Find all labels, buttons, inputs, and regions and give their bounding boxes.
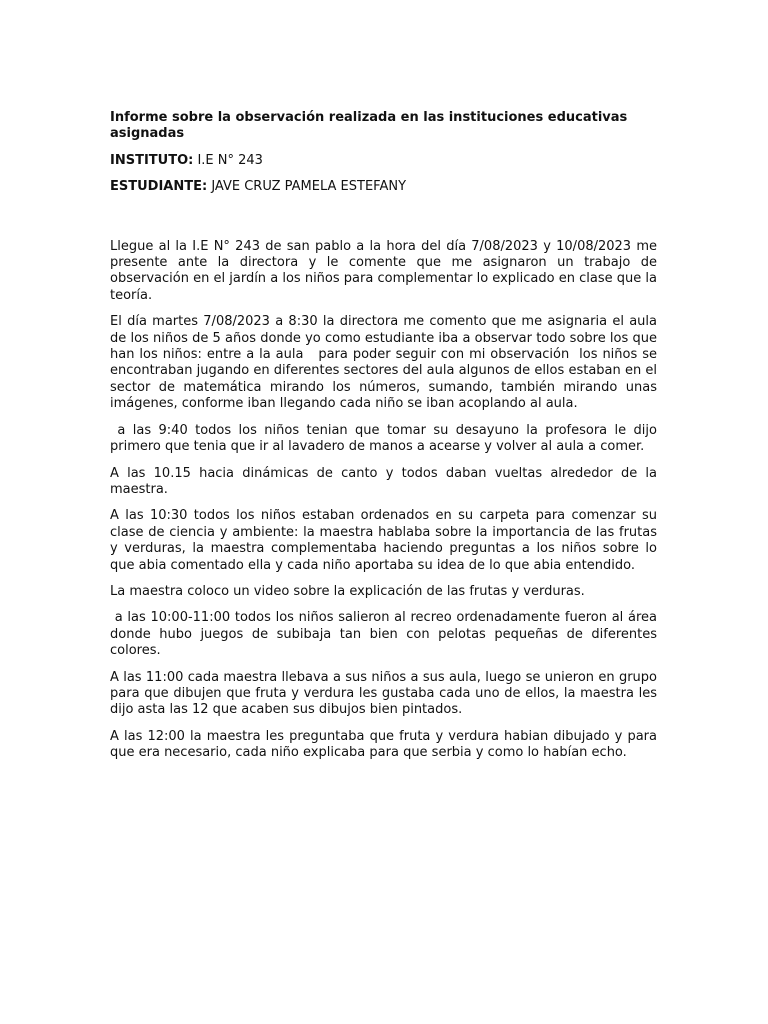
paragraph: A las 11:00 cada maestra llebava a sus niños a sus aula, luego se unieron en grupo para que dibujen que fruta y verdura les gustaba cada uno de ellos, la maestra les dijo asta las 12 que acaben sus dibujos bien pintados. bbox=[110, 669, 662, 718]
estudiante-value: JAVE CRUZ PAMELA ESTEFANY bbox=[207, 179, 407, 195]
instituto-value: I.E N° 243 bbox=[193, 152, 263, 168]
paragraph: A las 10:30 todos los niños estaban ordenados en su carpeta para comenzar su clase de ciencia y ambiente: la maestra hablaba sobre la importancia de las frutas y verduras, la maestra complementaba haciendo preguntas a los niños sobre lo que abia comentado ella y cada niño aportaba su idea de lo que abia entendido. bbox=[110, 508, 662, 573]
paragraph: A las 12:00 la maestra les preguntaba que fruta y verdura habian dibujado y para que era necesario, cada niño explicaba para que serbia y como lo habían echo. bbox=[110, 728, 662, 761]
paragraph: La maestra coloco un video sobre la explicación de las frutas y verduras. bbox=[110, 583, 585, 599]
estudiante-field bbox=[110, 179, 657, 195]
document-title: Informe sobre la observación realizada en las instituciones educativas asignadas bbox=[110, 110, 628, 142]
paragraph: A las 10.15 hacia dinámicas de canto y todos daban vueltas alrededor de la maestra. bbox=[110, 465, 662, 497]
instituto-label: INSTITUTO: bbox=[110, 152, 194, 168]
paragraph: El día martes 7/08/2023 a 8:30 la directora me comento que me asignaria el aula de los niños de 5 años donde yo como estudiante iba a observar todo sobre los que han los niños: entre a la aula para poder seguir con mi observación los niños se encontraban jugando en diferentes sectores del aula algunos de ellos estaban en el sector de matemática mirando los números, sumando, también mirando unas imágenes, conforme iban llegando cada niño se iban acoplando al aula. bbox=[110, 314, 662, 412]
paragraph: a las 9:40 todos los niños tenian que tomar su desayuno la profesora le dijo primero que tenia que ir al lavadero de manos a acearse y volver al aula a comer. bbox=[110, 422, 662, 455]
estudiante-label: ESTUDIANTE: bbox=[110, 179, 208, 195]
paragraph: Llegue al la I.E N° 243 de san pablo a la hora del día 7/08/2023 y 10/08/2023 me presente ante la directora y le comente que me asignaron un trabajo de observación en el jardín a los niños para complementar lo explicado en clase que la teoría. bbox=[110, 238, 662, 303]
instituto-field bbox=[110, 153, 657, 169]
blank-spacer bbox=[110, 206, 657, 239]
paragraph: a las 10:00-11:00 todos los niños salieron al recreo ordenadamente fueron al área donde hubo juegos de subibaja tan bien con pelotas pequeñas de diferentes colores. bbox=[110, 610, 662, 659]
document-page bbox=[110, 110, 662, 772]
